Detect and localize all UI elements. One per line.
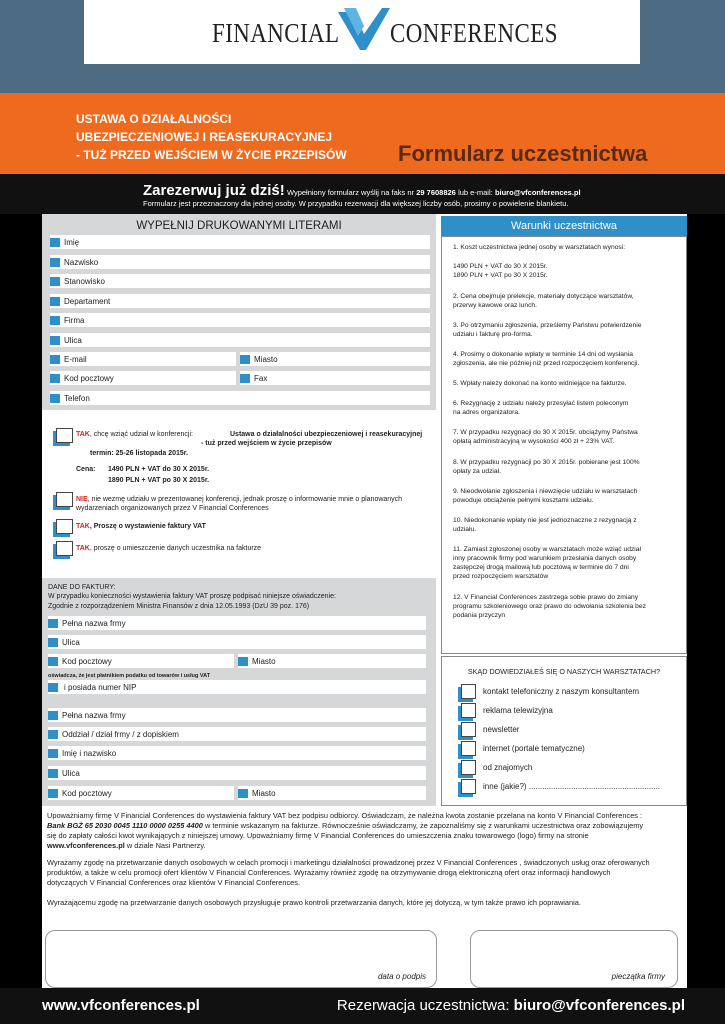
decline-text-1: , nie wezmę udziału w prezentowanej konferencji, jednak proszę o informowanie mnie o planowanych (87, 496, 403, 503)
field-marker-icon (48, 638, 58, 647)
field-marker-icon (48, 749, 58, 758)
consent-line: w dziale Nasi Partnerzy. (126, 841, 206, 850)
decline-text-2: wydarzeniach organizowanych przez V Financial Conferences (76, 505, 269, 512)
invoice-text: , proszę o umieszczenie danych uczestnika na fakturze (89, 545, 262, 552)
field-marker-icon (48, 789, 58, 798)
conditions-heading: Warunki uczestnictwa (441, 216, 687, 236)
consent-rights: Wyrażającemu zgodę na przetwarzanie danych osobowych przysługuje prawo kontroli przetwarzania danych, które jej dotyczą, w tym także prawo ich poprawiania. (47, 898, 581, 907)
field-marker-icon (48, 730, 58, 739)
field-label: E-mail (64, 355, 87, 364)
field-label: Firma (64, 316, 85, 325)
participant-on-invoice-checkbox[interactable] (56, 541, 73, 556)
department-field[interactable] (50, 294, 430, 309)
condition-item: 9. Nieodwołanie zgłoszenia i niewzięcie udziału w warsztatach powoduje obciążenie pełnymi kosztami udziału. (453, 488, 638, 504)
field-marker-icon (50, 277, 60, 286)
footer-reservation (337, 997, 685, 1014)
invoice-street2-field[interactable] (48, 766, 426, 781)
source-friends-checkbox[interactable] (461, 760, 476, 775)
invoice-city-field[interactable] (238, 654, 426, 669)
field-marker-icon (240, 374, 250, 383)
condition-item: 2. Cena obejmuje prelekcje, materiały dotyczące warsztatów, przerwy kawowe oraz lunch. (453, 293, 634, 309)
invoice-postal-field[interactable] (48, 654, 234, 669)
invoice-yes-word: TAK (76, 545, 90, 552)
source-question: SKĄD DOWIEDZIAŁEŚ SIĘ O NASZYCH WARSZTATACH? (467, 667, 661, 676)
field-marker-icon (48, 683, 58, 692)
consent-line: dotyczących V Financial Conferences oraz klientów V Financial Conferences. (47, 878, 301, 887)
field-label: Ulica (62, 769, 80, 778)
attend-option (76, 430, 193, 439)
field-marker-icon (50, 316, 60, 325)
form-title: Formularz uczestnictwa (398, 141, 648, 166)
field-marker-icon (48, 769, 58, 778)
stamp-label: pieczątka firmy (611, 972, 665, 981)
field-marker-icon (238, 789, 248, 798)
field-marker-icon (48, 711, 58, 720)
field-label: Oddział / dział frmy / z dopiskiem (62, 730, 179, 739)
field-label: Nazwisko (64, 258, 99, 267)
field-marker-icon (50, 297, 60, 306)
participant-on-invoice-option (76, 544, 261, 553)
invoice-company2-field[interactable] (48, 708, 426, 723)
field-label: Telefon (64, 394, 90, 403)
price-early: 1490 PLN + VAT do 30 X 2015r. (108, 466, 210, 473)
source-internet-checkbox[interactable] (461, 741, 476, 756)
topic-line-1: USTAWA O DZIAŁALNOŚCI (76, 112, 232, 126)
consent-line: Upoważniamy firmę V Financial Conferences do wystawienia faktury VAT bez podpisu odbiorcy. Oświadczam, że należna kwota zostanie przelana na konto V Financial Conferences : (47, 811, 643, 820)
invoice-postal2-field[interactable] (48, 786, 234, 801)
source-option: internet (portale tematyczne) (483, 744, 585, 753)
field-marker-icon (50, 238, 60, 247)
first-name-field[interactable] (50, 235, 430, 250)
condition-item: 4. Prosimy o dokonanie wpłaty w terminie 14 dni od wysłania zgłoszenia, ale nie później niż przed rozpoczęciem konferencji. (453, 351, 640, 367)
logo-check-icon (336, 6, 392, 52)
signature-box[interactable] (45, 930, 437, 988)
consent-line: Wyrażamy zgodę na przetwarzanie danych osobowych w celach promocji i marketingu działalności prowadzonej przez V Financial Conferences , świadczonych usług oraz oferowanych (47, 858, 650, 867)
source-option: newsletter (483, 725, 520, 734)
field-marker-icon (50, 394, 60, 403)
source-option: kontakt telefoniczny z naszym konsultantem (483, 687, 640, 696)
email-field[interactable] (50, 352, 236, 367)
fax-field[interactable] (240, 371, 430, 386)
field-marker-icon (50, 336, 60, 345)
vat-statement: oświadcza, że jest płatnikiem podatku od towarów i usług VAT (48, 673, 211, 679)
topic-line-2: UBEZPIECZENIOWEJ I REASEKURACYJNEJ (76, 130, 333, 144)
position-field[interactable] (50, 274, 430, 289)
right-margin (687, 214, 725, 988)
footer (0, 988, 725, 1024)
vat-invoice-checkbox[interactable] (56, 519, 73, 534)
condition-item: 5. Wpłaty należy dokonać na konto widniejące na fakturze. (453, 380, 627, 387)
field-marker-icon (48, 657, 58, 666)
condition-item: 3. Po otrzymaniu zgłoszenia, prześlemy Państwu potwierdzenie udziału i fakturę pro-forma. (453, 322, 642, 338)
invoice-street-field[interactable] (48, 635, 426, 650)
condition-item: 10. Niedokonanie wpłaty nie jest jednoznaczne z rezygnacją z udziału. (453, 517, 637, 533)
condition-item: 6. Rezygnację z udziału należy przesyłać listem poleconym na adres organizatora. (453, 400, 629, 416)
consent-line: w terminie wskazanym na fakturze. Równocześnie oświadczamy, że zapoznaliśmy się z warunkami uczestnictwa oraz zobowiązujemy (204, 821, 644, 830)
last-name-field[interactable] (50, 255, 430, 270)
decline-option (76, 495, 402, 504)
condition-item: 11. Zamiast zgłoszonej osoby w warsztatach może wziąć udział inny pracownik firmy pod warunkiem przesłania danych osoby zastępczej drogą mailową lub pocztową w terminie do 7 dni przed rozpoczęciem warsztatów (453, 546, 641, 580)
field-label: i posiada numer NIP (64, 683, 137, 692)
condition-item: 8. W przypadku rezygnacji po 30 X 2015r. pobierane jest 100% opłaty za udział. (453, 459, 640, 475)
field-marker-icon (50, 374, 60, 383)
banner-headline: Zarezerwuj już dziś! (143, 182, 285, 199)
street-field[interactable] (50, 333, 430, 348)
decline-checkbox[interactable] (56, 492, 73, 507)
source-option: inne (jakie?) ........................................................... (483, 782, 660, 791)
field-marker-icon (238, 657, 248, 666)
source-tv-checkbox[interactable] (461, 703, 476, 718)
consent-payment (47, 811, 687, 851)
invoice-dept-field[interactable] (48, 727, 426, 742)
banner-note: Formularz jest przeznaczony dla jednej osoby. W przypadku rezerwacji dla większej liczby osób, prosimy o powielenie blankietu. (143, 199, 569, 208)
field-marker-icon (48, 619, 58, 628)
field-label: Kod pocztowy (64, 374, 114, 383)
condition-item: 7. W przypadku rezygnacji do 30 X 2015r. obciążymy Państwa opłatą administracyjną w wysokości 400 zł + 23% VAT. (453, 429, 638, 445)
invoice-city2-field[interactable] (238, 786, 426, 801)
field-label: Kod pocztowy (62, 789, 112, 798)
field-marker-icon (240, 355, 250, 364)
company-field[interactable] (50, 313, 430, 328)
field-label: Ulica (62, 638, 80, 647)
vat-yes-word: TAK (76, 523, 90, 530)
condition-item: 1. Koszt uczestnictwa jednej osoby w warsztatach wynosi: (453, 244, 626, 251)
field-label: Miasto (252, 789, 276, 798)
field-label: Pełna nazwa frmy (62, 619, 126, 628)
banner-line (143, 182, 581, 199)
field-marker-icon (50, 258, 60, 267)
attend-checkbox[interactable] (56, 428, 73, 443)
price-label: Cena: (76, 466, 96, 473)
banner-fax-mid: lub e-mail: (458, 188, 493, 197)
field-label: Imię i nazwisko (62, 749, 117, 758)
consent-marketing (47, 858, 687, 888)
source-other-checkbox[interactable] (461, 779, 476, 794)
field-marker-icon (50, 355, 60, 364)
field-label: Miasto (252, 657, 276, 666)
invoice-head-3: Zgodnie z rozporządzeniem Ministra Finansów z dnia 12.05.1993 (DzU 39 poz. 176) (48, 603, 310, 610)
footer-site[interactable]: www.vfconferences.pl (42, 997, 200, 1014)
personal-heading: WYPEŁNIJ DRUKOWANYMI LITERAMI (136, 220, 342, 232)
field-label: Pełna nazwa frmy (62, 711, 126, 720)
consent-line: produktów, a także w celu promocji ofert klientów V Financial Conferences. Wyrażamy również zgodę na otrzymywanie drogą elektroniczną ofert oraz informacji handlowych (47, 868, 611, 877)
source-newsletter-checkbox[interactable] (461, 722, 476, 737)
footer-reserve-label: Rezerwacja uczestnictwa: (336, 997, 510, 1014)
vat-text: , Proszę o wystawienie faktury VAT (89, 523, 206, 530)
consent-line: się do zapłaty całości kwot wynikających z niniejszej umowy. Upoważniamy firmę V Financial Conferences do umieszczenia znaku towarowego (logo) firmy na stronie (47, 831, 589, 840)
condition-item: 12. V Financial Conferences zastrzega sobie prawo do zmiany programu szkoleniowego oraz prawo do odwołania szkolenia bez podania przyczyn (453, 594, 646, 619)
invoice-company-field[interactable] (48, 616, 426, 631)
field-label: Miasto (254, 355, 278, 364)
banner-fax-pre: Wypełniony formularz wyślij na faks nr (286, 188, 414, 197)
nip-field[interactable] (48, 680, 426, 695)
vat-invoice-option (76, 522, 206, 531)
stamp-box[interactable] (470, 930, 678, 988)
attend-text: , chcę wziąć udział w konferencji: (89, 431, 193, 438)
field-label: Imię (64, 238, 80, 247)
invoice-head-1: DANE DO FAKTURY: (48, 584, 116, 591)
field-label: Ulica (64, 336, 82, 345)
field-label: Fax (254, 374, 268, 383)
source-option: od znajomych (483, 763, 533, 772)
conditions-box (441, 236, 687, 654)
logo-word-left: FINANCIAL (212, 18, 340, 48)
invoice-name-field[interactable] (48, 746, 426, 761)
decline-no-word: NIE (76, 496, 88, 503)
banner-email: biuro@vfconferences.pl (494, 188, 581, 197)
attend-yes-word: TAK (76, 431, 90, 438)
logo-word-right: CONFERENCES (390, 18, 558, 48)
consents-section (42, 806, 687, 988)
conference-term: termin: 25-26 listopada 2015r. (90, 450, 189, 457)
bank-account: Bank BGŻ 65 2030 0045 1110 0000 0255 4400 (47, 821, 203, 830)
source-phone-checkbox[interactable] (461, 684, 476, 699)
left-margin (0, 214, 42, 988)
phone-field[interactable] (50, 391, 430, 406)
topic-line-3: - TUŻ PRZED WEJŚCIEM W ŻYCIE PRZEPISÓW (76, 148, 347, 162)
conference-name-2: - tuż przed wejściem w życie przepisów (201, 440, 332, 447)
conference-name-1: Ustawa o działalności ubezpieczeniowej i reasekuracyjnej (230, 431, 423, 438)
field-label: Stanowisko (64, 277, 105, 286)
field-label: Departament (64, 297, 111, 306)
banner-fax-number: 29 7608826 (416, 188, 456, 197)
signature-label: data o podpis (377, 972, 426, 981)
invoice-head-2: W przypadku konieczności wystawienia faktury VAT proszę podpisać niniejsze oświadczenie: (48, 593, 336, 600)
condition-item: 1490 PLN + VAT do 30 X 2015r. 1890 PLN + VAT po 30 X 2015r. (453, 263, 548, 279)
footer-reserve-email[interactable]: biuro@vfconferences.pl (513, 997, 685, 1014)
city-field[interactable] (240, 352, 430, 367)
price-late: 1890 PLN + VAT po 30 X 2015r. (108, 477, 210, 484)
source-option: reklama telewizyjna (483, 706, 553, 715)
consent-site: www.vfconferences.pl (47, 841, 125, 850)
field-label: Kod pocztowy (62, 657, 112, 666)
postal-code-field[interactable] (50, 371, 236, 386)
